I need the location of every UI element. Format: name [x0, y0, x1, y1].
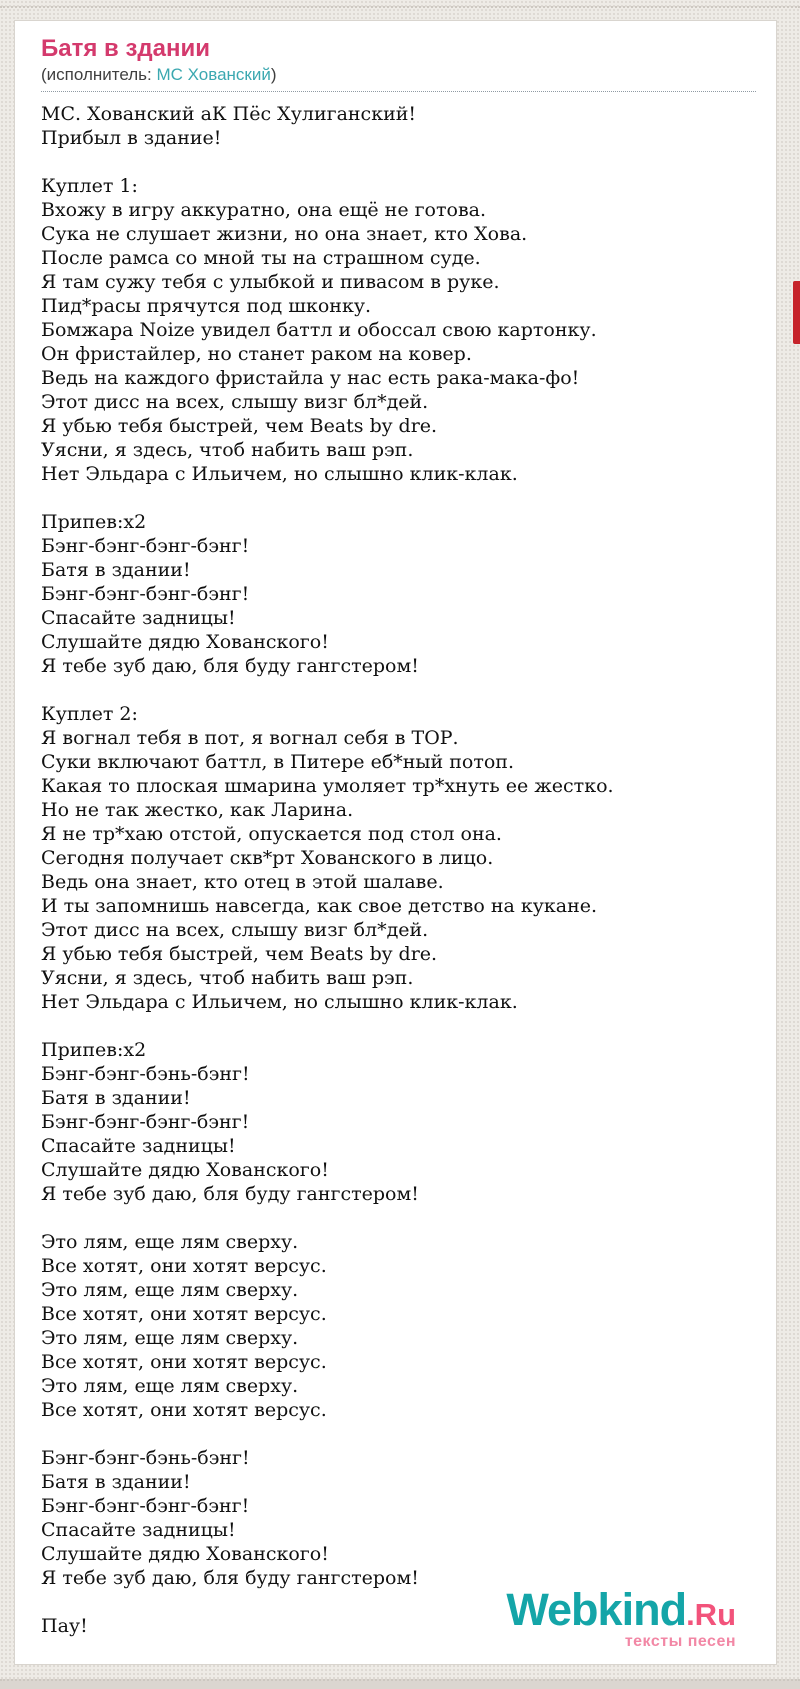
lyrics-line: Нет Эльдара с Ильичем, но слышно клик-клак.	[41, 991, 518, 1013]
lyrics-line: Бэнг-бэнг-бэнг-бэнг!	[41, 1111, 250, 1133]
logo-tagline: тексты песен	[624, 1633, 736, 1650]
lyrics-line: Бомжара Noize увидел баттл и обоссал свою картонку.	[41, 319, 597, 341]
lyrics-line: Бэнг-бэнг-бэнь-бэнг!	[41, 1063, 250, 1085]
lyrics-text	[41, 102, 756, 1638]
lyrics-stanza	[41, 1446, 756, 1590]
lyrics-line: Я тебе зуб даю, бля буду гангстером!	[41, 655, 419, 677]
lyrics-line: Уясни, я здесь, чтоб набить ваш рэп.	[41, 439, 414, 461]
lyrics-line: Сука не слушает жизни, но она знает, кто Хова.	[41, 223, 528, 245]
artist-label-prefix: (исполнитель:	[41, 65, 157, 84]
lyrics-line: Все хотят, они хотят версус.	[41, 1303, 327, 1325]
lyrics-line: Нет Эльдара с Ильичем, но слышно клик-клак.	[41, 463, 518, 485]
lyrics-line: Батя в здании!	[41, 1087, 191, 1109]
lyrics-line: Я тебе зуб даю, бля буду гангстером!	[41, 1183, 419, 1205]
site-logo[interactable]	[506, 1584, 736, 1650]
lyrics-line: Вхожу в игру аккуратно, она ещё не готова.	[41, 199, 487, 221]
lyrics-line: Припев:х2	[41, 1039, 147, 1061]
lyrics-line: Бэнг-бэнг-бэнг-бэнг!	[41, 1495, 250, 1517]
lyrics-line: Все хотят, они хотят версус.	[41, 1399, 327, 1421]
lyrics-line: Спасайте задницы!	[41, 1135, 236, 1157]
lyrics-line: Этот дисс на всех, слышу визг бл*дей.	[41, 391, 429, 413]
lyrics-line: Батя в здании!	[41, 1471, 191, 1493]
lyrics-line: Пид*расы прячутся под шконку.	[41, 295, 372, 317]
page-title: Батя в здании	[41, 35, 210, 62]
lyrics-line: Я вогнал тебя в пот, я вогнал себя в ТОР.	[41, 727, 459, 749]
logo-wordmark	[506, 1584, 736, 1635]
lyrics-line: Этот дисс на всех, слышу визг бл*дей.	[41, 919, 429, 941]
lyrics-line: Я убью тебя быстрей, чем Beats by dre.	[41, 415, 438, 437]
lyrics-line: Все хотят, они хотят версус.	[41, 1351, 327, 1373]
artist-line	[41, 65, 756, 92]
lyrics-line: Бэнг-бэнг-бэнг-бэнг!	[41, 583, 250, 605]
lyrics-line: Это лям, еще лям сверху.	[41, 1375, 299, 1397]
lyrics-line: Слушайте дядю Хованского!	[41, 1543, 329, 1565]
lyrics-line: Суки включают баттл, в Питере еб*ный потоп.	[41, 751, 514, 773]
lyrics-line: Я убью тебя быстрей, чем Beats by dre.	[41, 943, 438, 965]
lyrics-line: Сегодня получает скв*рт Хованского в лицо.	[41, 847, 494, 869]
lyrics-stanza	[41, 174, 756, 486]
artist-link[interactable]: МС Хованский	[156, 65, 271, 84]
lyrics-line: Слушайте дядю Хованского!	[41, 631, 329, 653]
lyrics-line: Это лям, еще лям сверху.	[41, 1327, 299, 1349]
lyrics-line: Я тебе зуб даю, бля буду гангстером!	[41, 1567, 419, 1589]
lyrics-line: Спасайте задницы!	[41, 1519, 236, 1541]
top-dotted-divider	[0, 6, 800, 8]
lyrics-line: Припев:х2	[41, 511, 147, 533]
lyrics-stanza	[41, 1038, 756, 1206]
artist-label-suffix: )	[270, 65, 277, 84]
lyrics-line: Я не тр*хаю отстой, опускается под стол она.	[41, 823, 502, 845]
lyrics-line: Пау!	[41, 1615, 88, 1637]
logo-ru: .Ru	[686, 1597, 736, 1632]
lyrics-line: Ведь она знает, кто отец в этой шалаве.	[41, 871, 444, 893]
lyrics-line: Куплет 2:	[41, 703, 138, 725]
lyrics-line: Это лям, еще лям сверху.	[41, 1279, 299, 1301]
lyrics-line: Куплет 1:	[41, 175, 138, 197]
lyrics-line: Все хотят, они хотят версус.	[41, 1255, 327, 1277]
lyrics-stanza	[41, 1230, 756, 1422]
lyrics-line: Какая то плоская шмарина умоляет тр*хнуть ее жестко.	[41, 775, 614, 797]
lyrics-line: Я там сужу тебя с улыбкой и пивасом в руке.	[41, 271, 500, 293]
lyrics-stanza	[41, 510, 756, 678]
lyrics-line: Ведь на каждого фристайла у нас есть рака-мака-фо!	[41, 367, 580, 389]
lyrics-line: Но не так жестко, как Ларина.	[41, 799, 354, 821]
lyrics-line: После рамса со мной ты на страшном суде.	[41, 247, 481, 269]
feedback-ribbon[interactable]	[793, 281, 800, 344]
logo-webkind: Webkind	[506, 1584, 687, 1635]
lyrics-line: И ты запомнишь навсегда, как свое детство на кукане.	[41, 895, 598, 917]
lyrics-line: Бэнг-бэнг-бэнг-бэнг!	[41, 535, 250, 557]
lyrics-line: Уясни, я здесь, чтоб набить ваш рэп.	[41, 967, 414, 989]
lyrics-line: Батя в здании!	[41, 559, 191, 581]
lyrics-line: Он фристайлер, но станет раком на ковер.	[41, 343, 472, 365]
bottom-strip	[0, 1679, 800, 1689]
lyrics-line: Бэнг-бэнг-бэнь-бэнг!	[41, 1447, 250, 1469]
lyrics-stanza	[41, 702, 756, 1014]
lyrics-line: Слушайте дядю Хованского!	[41, 1159, 329, 1181]
lyrics-card	[14, 20, 777, 1665]
lyrics-stanza	[41, 102, 756, 150]
lyrics-line: МС. Хованский аК Пёс Хулиганский!	[41, 103, 417, 125]
lyrics-line: Спасайте задницы!	[41, 607, 236, 629]
lyrics-line: Это лям, еще лям сверху.	[41, 1231, 299, 1253]
lyrics-line: Прибыл в здание!	[41, 127, 222, 149]
